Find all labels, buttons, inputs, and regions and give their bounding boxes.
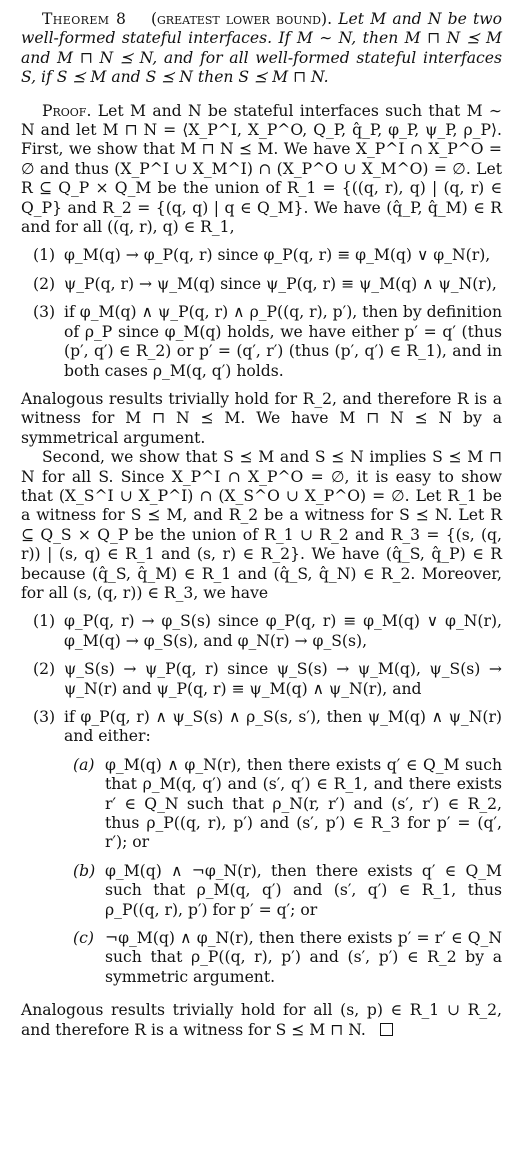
proof-intro-paragraph: [21, 102, 502, 238]
sub-list-item: [21, 756, 502, 853]
item-text: φ_M(q) ∧ φ_N(r), then there exists q′ ∈ Q_M such that ρ_M(q, q′) and (s′, q′) ∈ R_1, and there exists r′ ∈ Q_N such that ρ_N(r, r′) and (s′, r′) ∈ R_2, thus ρ_P((q, r), p′) and (s′, p′) ∈ R_3 for p′ = (q′, r′); or: [105, 755, 502, 852]
item-number: (2): [33, 274, 56, 293]
item-text: φ_P(q, r) → φ_S(s) since φ_P(q, r) ≡ φ_M(q) ∨ φ_N(r), φ_M(q) → φ_S(s), and φ_N(r) → φ_S(s),: [64, 612, 502, 650]
theorem-label: Theorem 8: [42, 10, 127, 28]
sub-list-item: [21, 929, 502, 987]
qed-square-icon: [380, 1023, 393, 1036]
item-number: (1): [33, 246, 56, 265]
conclusion-text: Analogous results trivially hold for all (s, p) ∈ R_1 ∪ R_2, and therefore R is a witness for S ⪯ M ⊓ N.: [21, 1001, 502, 1039]
proof-intro-text: Let M and N be stateful interfaces such that M ∼ N and let M ⊓ N = ⟨X_P^I, X_P^O, Q_P, q̂_P, φ_P, ψ_P, ρ_P⟩. First, we show that M ⊓ N ⪯ M. We have X_P^I ∩ X_P^O = ∅ and thus (X_P^I ∪ X_M^I) ∩ (X_P^O ∪ X_M^O) = ∅. Let R ⊆ Q_P × Q_M be the union of R_1 = {((q, r), q) | (q, r) ∈ Q_P} and R_2 = {(q, q) | q ∈ Q_M}. We have (q̂_P, q̂_M) ∈ R and for all ((q, r), q) ∈ R_1,: [21, 101, 502, 237]
theorem-8: [21, 10, 502, 88]
proof-conclusion: [21, 1001, 502, 1040]
item-text: if φ_M(q) ∧ ψ_P(q, r) ∧ ρ_P((q, r), p′), then by definition of ρ_P since φ_M(q) holds, we have either p′ = q′ (thus (p′, q′) ∈ R_2) or p′ = (q′, r′) (thus (p′, q′) ∈ R_1), and in both cases ρ_M(q, q′) holds.: [64, 303, 502, 380]
item-number: (b): [73, 861, 96, 880]
list-item: [21, 275, 502, 294]
list-item: [21, 303, 502, 381]
item-text: ¬φ_M(q) ∧ φ_N(r), then there exists p′ = r′ ∈ Q_N such that ρ_P((q, r), p′) and (s′, p′) ∈ R_2 by a symmetric argument.: [105, 929, 502, 986]
item-number: (3): [33, 303, 56, 322]
item-text: φ_M(q) → φ_P(q, r) since φ_P(q, r) ≡ φ_M(q) ∨ φ_N(r),: [64, 246, 491, 265]
item-text: ψ_P(q, r) → ψ_M(q) since ψ_P(q, r) ≡ ψ_M(q) ∧ ψ_N(r),: [64, 274, 497, 293]
item-number: (c): [73, 929, 94, 948]
item-text: ψ_S(s) → ψ_P(q, r) since ψ_S(s) → ψ_M(q), ψ_S(s) → ψ_N(r) and ψ_P(q, r) ≡ ψ_M(q) ∧ ψ_N(r), and: [64, 660, 502, 698]
list-item: [21, 708, 502, 747]
theorem-name: (greatest lower bound).: [150, 10, 333, 28]
paragraph: Analogous results trivially hold for R_2, and therefore R is a witness for M ⊓ N ⪯ M. We have M ⊓ N ⪯ N by a symmetrical argument.: [21, 389, 502, 447]
item-text: if φ_P(q, r) ∧ ψ_S(s) ∧ ρ_S(s, s′), then ψ_M(q) ∧ ψ_N(r) and either:: [64, 708, 502, 746]
list-item: [21, 612, 502, 651]
proof-label: Proof.: [42, 101, 92, 120]
item-text: φ_M(q) ∧ ¬φ_N(r), then there exists q′ ∈ Q_M such that ρ_M(q, q′) and (s′, q′) ∈ R_1, thus ρ_P((q, r), p′) for p′ = q′; or: [105, 861, 502, 919]
item-number: (a): [73, 755, 95, 774]
item-number: (3): [33, 708, 56, 726]
list-item: [21, 246, 502, 265]
list-item: [21, 660, 502, 699]
sub-list-item: [21, 862, 502, 920]
item-number: (1): [33, 612, 56, 631]
paragraph: Second, we show that S ⪯ M and S ⪯ N implies S ⪯ M ⊓ N for all S. Since X_P^I ∩ X_P^O = ∅, it is easy to show that (X_S^I ∪ X_P^I) ∩ (X_S^O ∪ X_P^O) = ∅. Let R_1 be a witness for S ⪯ M, and R_2 be a witness for S ⪯ N. Let R ⊆ Q_S × Q_P be the union of R_1 ∪ R_2 and R_3 = {(s, (q, r)) | (s, q) ∈ R_1 and (s, r) ∈ R_2}. We have (q̂_S, q̂_P) ∈ R because (q̂_S, q̂_M) ∈ R_1 and (q̂_S, q̂_N) ∈ R_2. Moreover, for all (s, (q, r)) ∈ R_3, we have: [21, 448, 502, 602]
theorem-statement: Let M and N be two well-formed stateful interfaces. If M ∼ N, then M ⊓ N ⪯ M and M ⊓ N ⪯ N, and for all well-formed stateful interfaces S, if S ⪯ M and S ⪯ N then S ⪯ M ⊓ N.: [21, 10, 502, 87]
item-number: (2): [33, 660, 56, 679]
